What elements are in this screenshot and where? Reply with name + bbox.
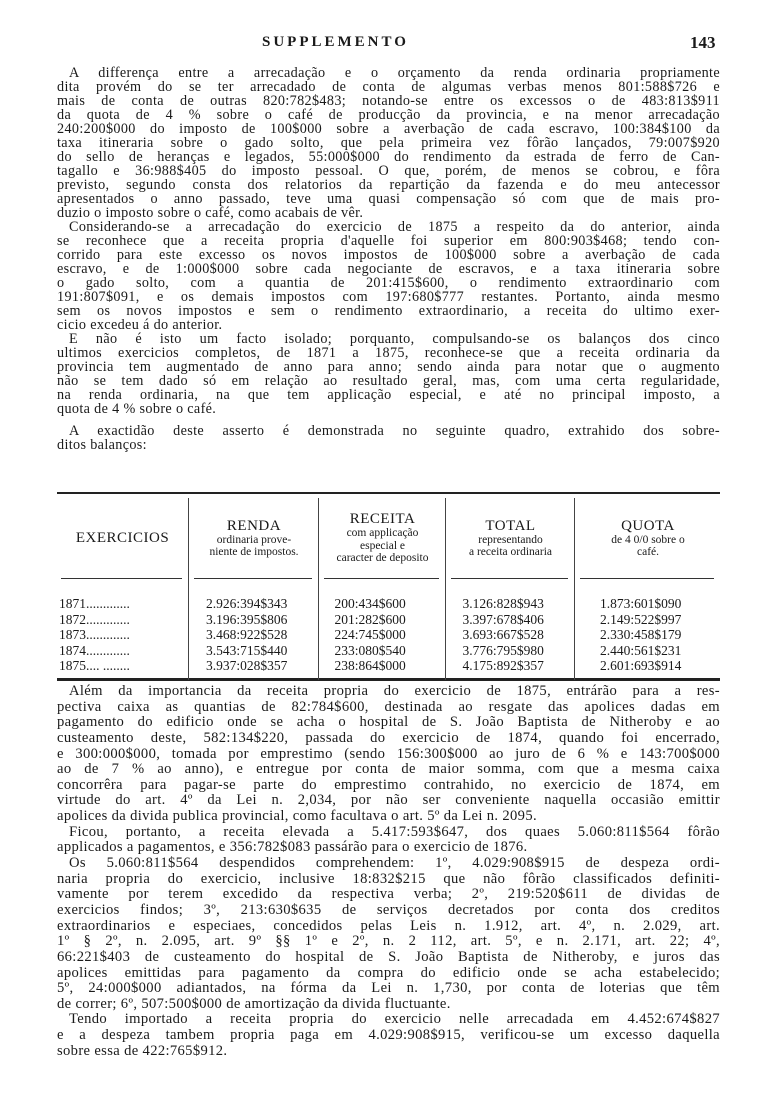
top-text-section bbox=[57, 66, 720, 452]
text-line: 5º, 24:000$000 adiantados, na fórma da Lei n. 1,730, por conta de loterias que têm bbox=[57, 981, 720, 997]
cell-renda: 3.937:028$357 bbox=[206, 658, 288, 673]
paragraph-gap bbox=[57, 416, 720, 424]
cell-exercicios: 1874............. bbox=[59, 642, 130, 658]
text-line: dita provém do se ter arrecadado de conta de algumas verbas menos 801:588$726 e bbox=[57, 80, 720, 94]
column-header-subtitle: café. bbox=[636, 546, 660, 558]
table-row bbox=[57, 627, 720, 643]
text-line: applicados a pagamentos, e 356:782$083 passárão para o exercicio de 1876. bbox=[57, 840, 528, 856]
text-line: previsto, segundo consta dos relatorios da repartição da fazenda e do meu antecessor bbox=[57, 178, 720, 192]
paragraph bbox=[57, 332, 720, 416]
revenue-table bbox=[57, 490, 720, 685]
cell-renda: 3.468:922$528 bbox=[206, 627, 288, 642]
text-line: virtude do art. 4º da Lei n. 2,034, por não ser conveniente naquella occasião emittir bbox=[57, 793, 720, 809]
text-line: 1º § 2º, n. 2.095, art. 9º §§ 1º e 2º, n. 2 112, art. 5º, e n. 2.171, art. 22; 4º, bbox=[57, 934, 720, 950]
text-line: 66:221$403 de custeamento do hospital de S. João Baptista de Nitheroby, e juros das bbox=[57, 949, 720, 965]
column-header-title: TOTAL bbox=[485, 517, 536, 534]
paragraph bbox=[57, 856, 720, 1012]
cell-exercicios: 1875.... ........ bbox=[59, 658, 130, 673]
text-line: vamente por terem excedido da respectiva verba; 2º, 219:520$611 de dividas de bbox=[57, 887, 720, 903]
page-header bbox=[0, 34, 757, 54]
text-line: extraordinarios e especiaes, concedidos pelas Leis n. 1.912, art. 4º, n. 2.029, art. bbox=[57, 918, 720, 934]
cell-renda: 3.196:395$806 bbox=[206, 611, 288, 627]
column-header-subtitle: caracter de deposito bbox=[336, 552, 429, 565]
text-line: ultimos exercicios completos, de 1871 a 1875, reconhece-se que a receita ordinaria da bbox=[57, 346, 720, 360]
paragraph bbox=[57, 66, 720, 220]
paragraph bbox=[57, 684, 720, 825]
column-header-quota bbox=[576, 502, 720, 574]
text-line: sem os novos impostos e sem o rendimento extraordinario, a receita do ultimo exer- bbox=[57, 304, 720, 318]
cell-total: 3.693:667$528 bbox=[462, 627, 544, 642]
text-line: apresentados o anno passado, teve uma quasi compensação só com que de mais pro- bbox=[57, 192, 720, 206]
text-line: ditos balanços: bbox=[57, 438, 147, 452]
text-line: naria propria do exercicio, inclusive 18:832$215 que não fôrão classificados definiti- bbox=[57, 871, 720, 887]
column-header-subtitle: niente de impostos. bbox=[209, 546, 299, 558]
paragraph bbox=[57, 424, 720, 452]
text-line: escravo, e de 1:000$000 sobre cada negociante de escravos, e a taxa itineraria sobre bbox=[57, 262, 720, 276]
cell-receita: 224:745$000 bbox=[334, 627, 406, 642]
table-bottom-rule bbox=[57, 678, 720, 681]
text-line: sobre essa de 422:765$912. bbox=[57, 1043, 228, 1059]
column-header-exercicios bbox=[57, 502, 188, 574]
column-header-subtitle: com applicação bbox=[346, 527, 419, 540]
text-line: custeamento deste, 582:134$220, passada do exercicio de 1874, quando foi encerrado, bbox=[57, 730, 720, 746]
cell-total: 4.175:892$357 bbox=[462, 658, 544, 673]
text-line: na renda ordinaria, na que tem applicação especial, e até no principal imposto, a bbox=[57, 388, 720, 402]
text-line: e 300:000$000, tomada por emprestimo (sendo 156:300$000 ao juro de 6 % e 143:700$000 bbox=[57, 746, 720, 762]
text-line: mais de conta de outras 820:782$483; notando-se entre os excessos o de 483:813$911 bbox=[57, 94, 720, 108]
text-line: duzio o imposto sobre o café, como acabais de vêr. bbox=[57, 206, 364, 220]
header-underline bbox=[451, 578, 568, 579]
paragraph bbox=[57, 1012, 720, 1059]
paragraph bbox=[57, 220, 720, 332]
table-top-rule bbox=[57, 492, 720, 494]
header-underline bbox=[580, 578, 714, 579]
cell-exercicios: 1872............. bbox=[59, 611, 130, 627]
cell-receita: 238:864$000 bbox=[334, 658, 406, 673]
text-line: Os 5.060:811$564 despendidos comprehendem: 1º, 4.029:908$915 de despeza ordi- bbox=[69, 856, 720, 872]
column-header-title: EXERCICIOS bbox=[75, 530, 170, 546]
header-underline bbox=[324, 578, 439, 579]
text-line: concorrêra para pagar-se parte do emprestimo contrahido, no exercicio de 1874, em bbox=[57, 777, 720, 793]
text-line: corrido para este excesso os novos impostos de 100$000 sobre a averbação de cada bbox=[57, 248, 720, 262]
text-line: de correr; 6º, 507:500$000 de amortização da divida fluctuante. bbox=[57, 996, 451, 1012]
text-line: A exactidão deste asserto é demonstrada no seguinte quadro, extrahido dos sobre- bbox=[69, 424, 720, 438]
text-line: apolices emittidas para pagamento da compra do edificio onde se acha estabelecido; bbox=[57, 965, 720, 981]
text-line: exercicios findos; 3º, 213:630$635 de serviços decretados por conta dos creditos bbox=[57, 902, 720, 918]
cell-total: 3.776:795$980 bbox=[462, 642, 544, 658]
text-line: ao de 7 % ao anno), e entregue por conta de maior somma, com que a mesma caixa bbox=[57, 762, 720, 778]
cell-quota: 2.601:693$914 bbox=[600, 658, 682, 673]
column-header-title: RENDA bbox=[226, 517, 282, 534]
text-line: taxa itineraria sobre o gado solto, que pela primeira vez fôrão lançados, 79:007$920 bbox=[57, 136, 720, 150]
text-line: E não é isto um facto isolado; porquanto, compulsando-se os balanços dos cinco bbox=[69, 332, 720, 346]
text-line: 240:200$000 do imposto de 100$000 sobre a averbação de cada escravo, 100:384$100 da bbox=[57, 122, 720, 136]
column-header-subtitle: ordinaria prove- bbox=[216, 533, 292, 546]
cell-quota: 1.873:601$090 bbox=[600, 596, 682, 611]
header-underline bbox=[61, 578, 182, 579]
cell-total: 3.397:678$406 bbox=[462, 611, 544, 627]
text-line: 191:807$091, e os demais impostos com 197:680$777 restantes. Portanto, ainda mesmo bbox=[57, 290, 720, 304]
cell-renda: 3.543:715$440 bbox=[206, 642, 288, 658]
column-header-renda bbox=[190, 502, 318, 574]
cell-quota: 2.149:522$997 bbox=[600, 611, 682, 627]
text-line: da quota de 4 % sobre o café de producção da provincia, e na menor arrecadação bbox=[57, 108, 720, 122]
bottom-text-section bbox=[57, 684, 720, 1059]
text-line: não se tem dado só em relação ao resultado geral, mas, com uma certa regularidade, bbox=[57, 374, 720, 388]
text-line: Tendo importado a receita propria do exercicio nelle arrecadada em 4.452:674$827 bbox=[69, 1012, 720, 1028]
text-line: tagallo e 36:988$405 do imposto pessoal. O que, porém, de menos se cobrou, e fôra bbox=[57, 164, 720, 178]
text-line: pectiva caixa as quantias de 82:784$600, destinada ao resgate das apolices dadas em bbox=[57, 699, 720, 715]
cell-receita: 201:282$600 bbox=[334, 611, 406, 627]
column-header-total bbox=[447, 502, 574, 574]
running-title: SUPPLEMENTO bbox=[262, 34, 409, 50]
table-row bbox=[57, 596, 720, 612]
cell-receita: 200:434$600 bbox=[334, 596, 406, 611]
column-header-title: RECEITA bbox=[349, 511, 416, 528]
text-line: provincia tem augmentado de anno para anno; sendo ainda para notar que o augmento bbox=[57, 360, 720, 374]
cell-quota: 2.330:458$179 bbox=[600, 627, 682, 642]
cell-receita: 233:080$540 bbox=[334, 642, 406, 658]
text-line: Ficou, portanto, a receita elevada a 5.417:593$647, dos quaes 5.060:811$564 fôrão bbox=[69, 824, 720, 840]
text-line: apolices da divida publica provincial, como facultava o art. 5º da Lei n. 2095. bbox=[57, 809, 537, 825]
text-line: Além da importancia da receita propria do exercicio de 1875, entrárão para a res- bbox=[69, 684, 720, 699]
table-row bbox=[57, 658, 720, 674]
column-header-subtitle: representando bbox=[478, 533, 543, 546]
text-line: o gado solto, com a quantia de 201:415$600, o rendimento extraordinario com bbox=[57, 276, 720, 290]
column-header-subtitle: a receita ordinaria bbox=[469, 546, 552, 558]
paragraph bbox=[57, 825, 720, 856]
text-line: quota de 4 % sobre o café. bbox=[57, 402, 217, 416]
header-underline bbox=[194, 578, 312, 579]
cell-total: 3.126:828$943 bbox=[462, 596, 544, 611]
column-header-title: QUOTA bbox=[621, 517, 675, 534]
column-header-subtitle: especial e bbox=[359, 539, 405, 552]
text-line: se reconhece que a receita propria d'aquelle foi superior em 800:903$468; tendo con- bbox=[57, 234, 720, 248]
cell-exercicios: 1871............. bbox=[59, 596, 130, 611]
column-header-receita bbox=[320, 502, 445, 574]
column-header-subtitle: de 4 0/0 sobre o bbox=[611, 533, 685, 546]
text-line: A differença entre a arrecadação e o orçamento da renda ordinaria propriamente bbox=[69, 66, 720, 80]
text-line: Considerando-se a arrecadação do exercicio de 1875 a respeito da do anterior, ainda bbox=[69, 220, 720, 234]
text-line: cicio excedeu á do anterior. bbox=[57, 318, 223, 332]
text-line: pagamento do edificio onde se acha o hospital de S. João Baptista de Nitheroby e ao bbox=[57, 715, 720, 731]
cell-exercicios: 1873............. bbox=[59, 627, 130, 642]
cell-quota: 2.440:561$231 bbox=[600, 642, 682, 658]
table-row bbox=[57, 612, 720, 628]
table-row bbox=[57, 643, 720, 659]
cell-renda: 2.926:394$343 bbox=[206, 596, 288, 611]
text-line: e a despeza tambem propria paga em 4.029:908$915, verificou-se um excesso daquella bbox=[57, 1028, 720, 1044]
text-line: do sello de heranças e legados, 55:000$000 do rendimento da estrada de ferro de Can- bbox=[57, 150, 720, 164]
page-number: 143 bbox=[690, 33, 716, 52]
